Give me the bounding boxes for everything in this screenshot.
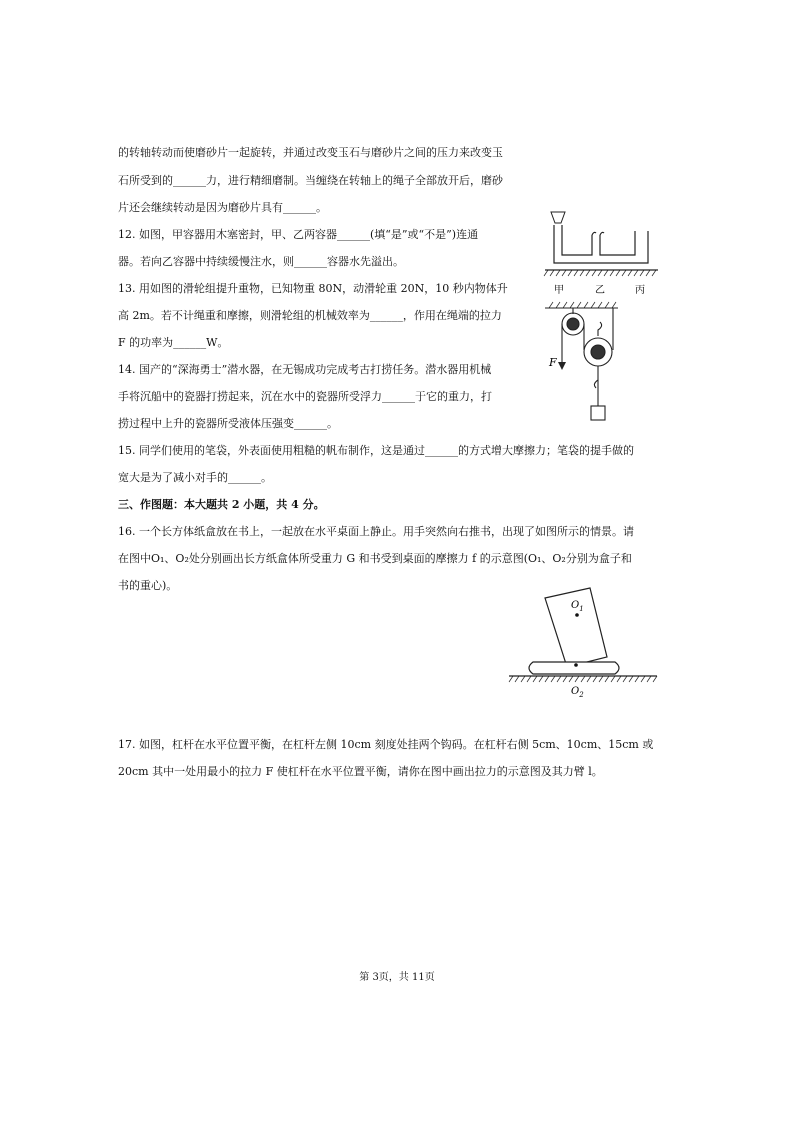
section-heading: 三、作图题：本大题共 2 小题，共 4 分。: [118, 498, 325, 511]
question-17-line-2: 20cm 其中一处用最小的拉力 F 使杠杆在水平位置平衡，请你在图中画出拉力的示意图及其力臂 l。: [118, 765, 603, 778]
center-of-gravity-o2: [574, 663, 578, 667]
question-16-line-3: 书的重心)。: [118, 579, 178, 592]
question-15-line-1: 15. 同学们使用的笔袋，外表面使用粗糙的帆布制作，这是通过______的方式增大摩擦力；笔袋的提手做的: [118, 444, 634, 457]
page-footer: 第 3页，共 11页: [359, 972, 435, 983]
figure-pulley-system: [540, 300, 625, 430]
o1-subscript: 1: [579, 605, 584, 613]
text-line-1: 的转轴转动而使磨砂片一起旋转，并通过改变玉石与磨砂片之间的压力来改变玉: [118, 146, 503, 159]
label-yi: 乙: [595, 285, 605, 296]
force-label-F: F: [549, 356, 557, 369]
o1-label: O: [571, 600, 580, 611]
question-16-line-1: 16. 一个长方体纸盒放在书上，一起放在水平桌面上静止。用手突然向右推书，出现了如图所示的情景。请: [118, 525, 634, 538]
text-line-3: 片还会继续转动是因为磨砂片具有______。: [118, 201, 327, 214]
question-14-line-3: 捞过程中上升的瓷器所受液体压强变______。: [118, 417, 338, 430]
label-jia: 甲: [554, 285, 564, 296]
question-12-line-1: 12. 如图，甲容器用木塞密封，甲、乙两容器______(填“是”或“不是”)连通: [118, 228, 479, 241]
figure-connected-containers: [540, 205, 665, 300]
text-line-2: 石所受到的______力，进行精细磨制。当缠绕在转轴上的绳子全部放开后，磨砂: [118, 174, 503, 187]
o2-label: O: [571, 686, 580, 697]
question-16-line-2: 在图中O₁、O₂处分别画出长方纸盒体所受重力 G 和书受到桌面的摩擦力 f 的示意图(O₁、O₂分别为盒子和: [118, 552, 632, 565]
question-14-line-1: 14. 国产的“深海勇士”潜水器，在无锡成功完成考古打捞任务。潜水器用机械: [118, 363, 492, 376]
question-15-line-2: 宽大是为了减小对手的______。: [118, 471, 272, 484]
center-of-gravity-o1: [575, 613, 579, 617]
o2-subscript: 2: [579, 691, 584, 699]
figure-box-on-book: [505, 585, 665, 700]
svg-text:O2: [571, 686, 584, 699]
question-12-line-2: 器。若向乙容器中持续缓慢注水，则______容器水先溢出。: [118, 255, 404, 268]
question-14-line-2: 手将沉船中的瓷器打捞起来，沉在水中的瓷器所受浮力______于它的重力，打: [118, 390, 492, 403]
question-13-line-1: 13. 用如图的滑轮组提升重物，已知物重 80N，动滑轮重 20N，10 秒内物体升: [118, 282, 508, 295]
question-17-line-1: 17. 如图，杠杆在水平位置平衡，在杠杆左侧 10cm 刻度处挂两个钩码。在杠杆右侧 5cm、10cm、15cm 或: [118, 738, 654, 751]
label-bing: 丙: [635, 285, 645, 296]
question-13-line-2: 高 2m。若不计绳重和摩擦，则滑轮组的机械效率为______，作用在绳端的拉力: [118, 309, 502, 322]
question-13-line-3: F 的功率为______W。: [118, 336, 229, 349]
